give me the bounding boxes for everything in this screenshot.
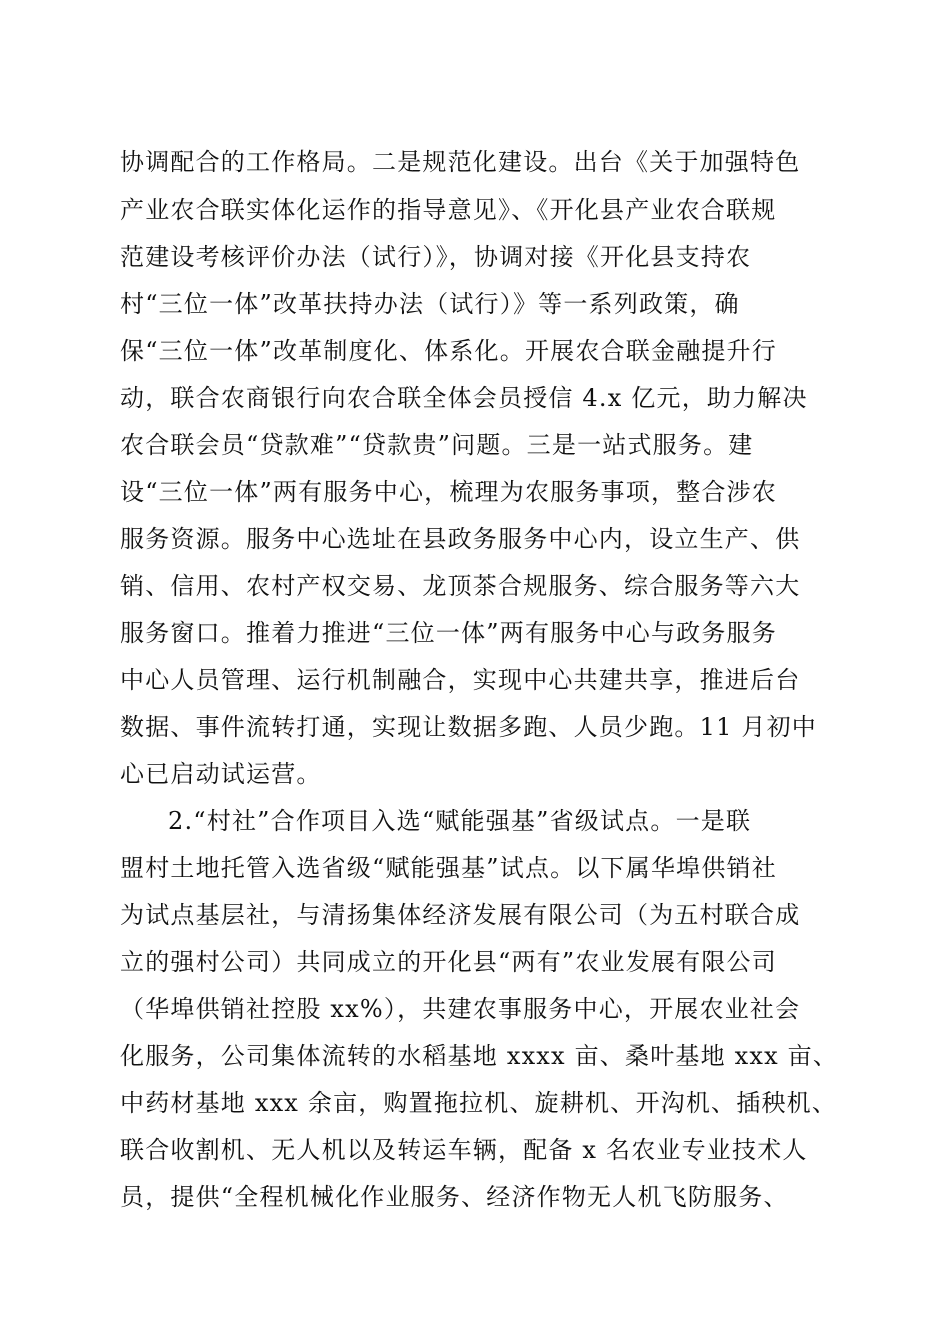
text-line: 保“三位一体”改革制度化、体系化。开展农合联金融提升行 [120,337,777,365]
text-line: 心已启动试运营。 [120,760,322,788]
text-line: 联合收割机、无人机以及转运车辆，配备 x 名农业专业技术人 [120,1136,808,1164]
text-line: 产业农合联实体化运作的指导意见》、《开化县产业农合联规 [120,196,777,224]
text-line: 协调配合的工作格局。二是规范化建设。出台《关于加强特色 [120,148,801,176]
text-line: 动，联合农商银行向农合联全体会员授信 4.x 亿元，助力解决 [120,384,808,412]
text-line: 数据、事件流转打通，实现让数据多跑、人员少跑。11 月初中 [120,713,817,741]
text-line: 范建设考核评价办法（试行）》，协调对接《开化县支持农 [120,243,752,271]
text-line: 服务资源。服务中心选址在县政务服务中心内，设立生产、供 [120,525,801,553]
text-line: 中药材基地 xxx 余亩，购置拖拉机、旋耕机、开沟机、插秧机、 [120,1089,838,1117]
text-line: 化服务，公司集体流转的水稻基地 xxxx 亩、桑叶基地 xxx 亩、 [120,1042,839,1070]
text-line: 中心人员管理、运行机制融合，实现中心共建共享，推进后台 [120,666,801,694]
text-line: （华埠供销社控股 xx%），共建农事服务中心，开展农业社会 [120,995,801,1023]
text-line: 2.“村社”合作项目入选“赋能强基”省级试点。一是联 [168,807,752,835]
text-line: 盟村土地托管入选省级“赋能强基”试点。以下属华埠供销社 [120,854,777,882]
text-line: 立的强村公司）共同成立的开化县“两有”农业发展有限公司 [120,948,777,976]
text-line: 设“三位一体”两有服务中心，梳理为农服务事项，整合涉农 [120,478,777,506]
text-line: 销、信用、农村产权交易、龙顶茶合规服务、综合服务等六大 [120,572,801,600]
text-line: 村“三位一体”改革扶持办法（试行）》等一系列政策，确 [120,290,740,318]
text-line: 服务窗口。推着力推进“三位一体”两有服务中心与政务服务 [120,619,777,647]
text-line: 农合联会员“贷款难”“贷款贵”问题。三是一站式服务。建 [120,431,754,459]
text-line: 员，提供“全程机械化作业服务、经济作物无人机飞防服务、 [120,1183,789,1211]
text-line: 为试点基层社，与清扬集体经济发展有限公司（为五村联合成 [120,901,801,929]
